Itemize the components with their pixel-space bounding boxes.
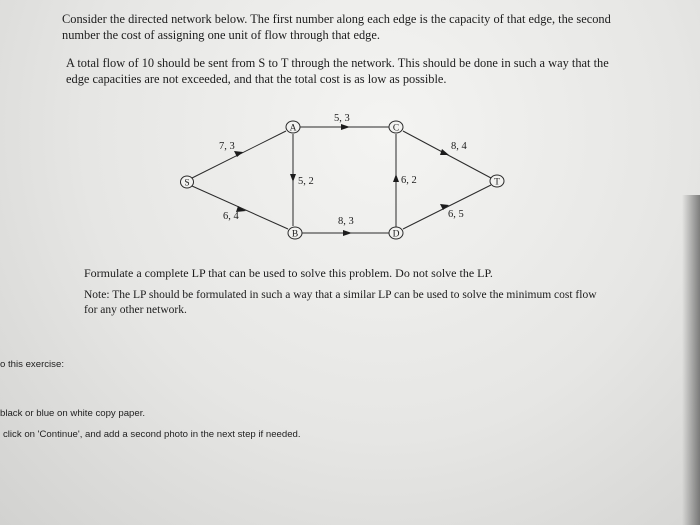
node-t-label: T: [494, 177, 500, 188]
arrow-b-d: [343, 230, 352, 236]
node-d-label: D: [392, 229, 400, 240]
instruction-line-1: o this exercise:: [0, 359, 64, 370]
note-statement: Note: The LP should be formulated in such a way that a similar LP can be used to solve the minimum cost flow for any other network.: [84, 289, 597, 316]
task-statement: Formulate a complete LP that can be used to solve this problem. Do not solve the LP.: [84, 266, 493, 280]
node-a-label: A: [289, 123, 297, 134]
arrow-a-c: [341, 124, 350, 130]
edge-c-t-label: 8, 4: [451, 141, 467, 152]
instruction-line-3: click on 'Continue', and add a second photo in the next step if needed.: [3, 429, 301, 440]
flow-statement: A total flow of 10 should be sent from S to T through the network. This should be done in such a way that the edge capacities are not exceeded, and that the total cost is as low as possible.: [66, 56, 609, 86]
edge-d-t-label: 6, 5: [448, 209, 464, 220]
node-b-label: B: [291, 229, 299, 240]
edge-b-d-label: 8, 3: [338, 216, 354, 227]
arrow-d-c: [393, 174, 399, 182]
edge-s-a-label: 7, 3: [219, 141, 235, 152]
arrow-a-b: [290, 174, 296, 182]
edge-a-c-label: 5, 3: [334, 113, 350, 124]
edge-d-t: [403, 185, 491, 229]
node-c-label: C: [392, 123, 400, 134]
node-s-label: S: [184, 178, 190, 189]
edge-d-c-label: 6, 2: [401, 175, 417, 186]
instruction-line-2: black or blue on white copy paper.: [0, 408, 146, 419]
edge-s-b-label: 6, 4: [223, 211, 239, 222]
arrow-c-t: [440, 149, 449, 155]
edge-a-b-label: 5, 2: [298, 176, 314, 187]
problem-intro: Consider the directed network below. The first number along each edge is the capacity of that edge, the second number the cost of assigning one unit of flow through that edge.: [62, 12, 611, 42]
